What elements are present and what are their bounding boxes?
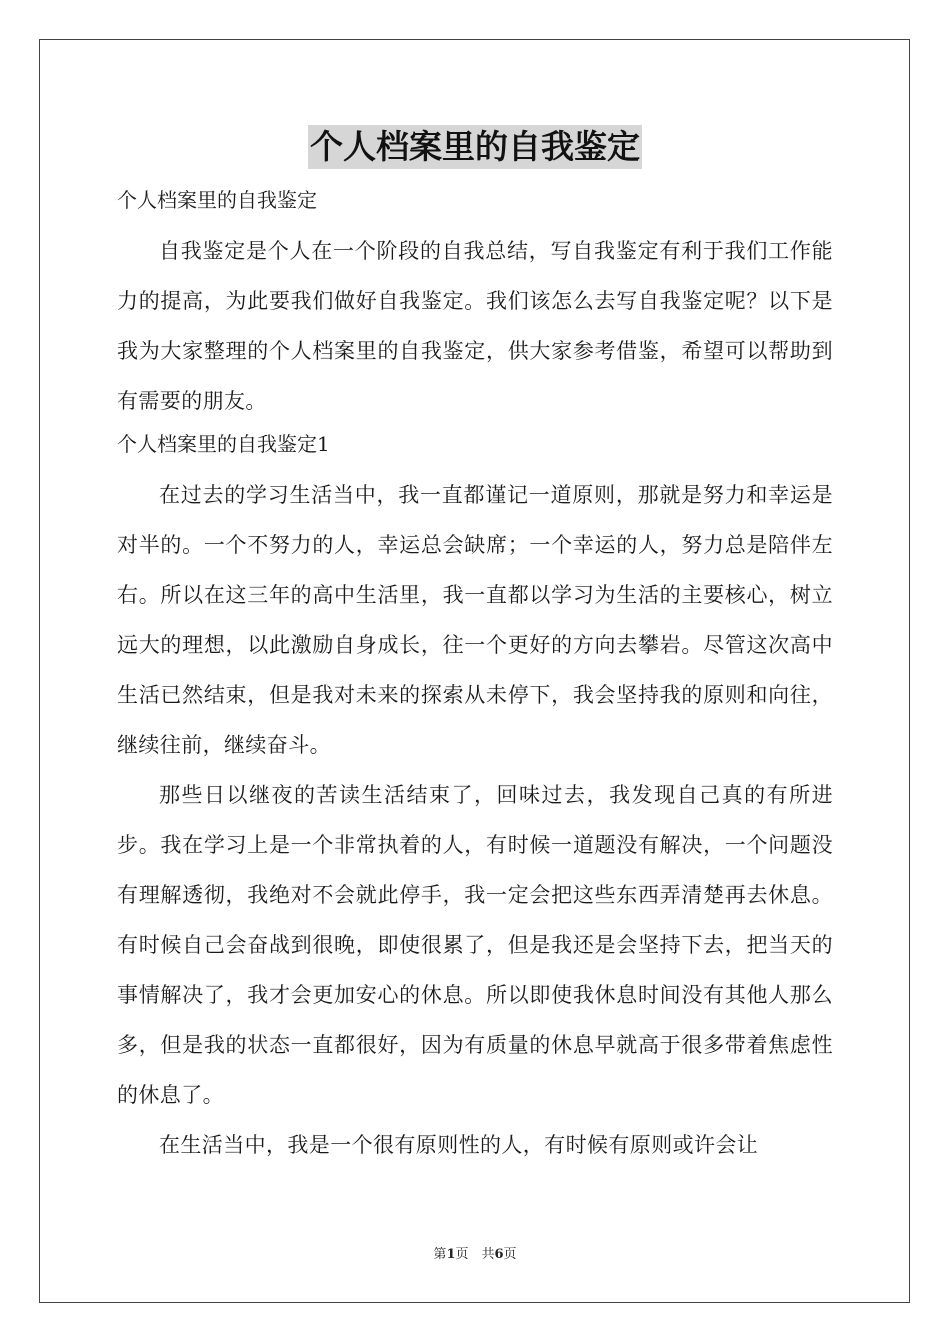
document-body [117,180,833,1170]
body-paragraph-2: 那些日以继夜的苦读生活结束了，回味过去，我发现自己真的有所进步。我在学习上是一个非常执着的人，有时候一道题没有解决，一个问题没有理解透彻，我绝对不会就此停手，我一定会把这些东西弄清楚再去休息。有时候自己会奋战到很晚，即使很累了，但是我还是会坚持下去，把当天的事情解决了，我才会更加安心的休息。所以即使我休息时间没有其他人那么多，但是我的状态一直都很好，因为有质量的休息早就高于很多带着焦虑性的休息了。 [117,783,833,1107]
total-page-number: 6 [494,1247,504,1262]
title-container [0,125,950,169]
page-suffix: 页 [503,1247,517,1262]
body-paragraph-3: 在生活当中，我是一个很有原则性的人，有时候有原则或许会让 [159,1133,759,1157]
page-prefix: 第 [433,1247,447,1262]
intro-paragraph: 自我鉴定是个人在一个阶段的自我总结，写自我鉴定有利于我们工作能力的提高，为此要我们做好自我鉴定。我们该怎么去写自我鉴定呢？以下是我为大家整理的个人档案里的自我鉴定，供大家参考借鉴，希望可以帮助到有需要的朋友。 [117,239,833,413]
page-footer [0,1246,950,1264]
body-paragraph-1: 在过去的学习生活当中，我一直都谨记一道原则，那就是努力和幸运是对半的。一个不努力的人，幸运总会缺席；一个幸运的人，努力总是陪伴左右。所以在这三年的高中生活里，我一直都以学习为生活的主要核心，树立远大的理想，以此激励自身成长，往一个更好的方向去攀岩。尽管这次高中生活已然结束，但是我对未来的探索从未停下，我会坚持我的原则和向往，继续往前，继续奋斗。 [117,483,833,757]
page-middle-text: 页 共 [455,1247,495,1262]
current-page-number: 1 [446,1247,456,1262]
section-heading-1: 个人档案里的自我鉴定1 [117,432,330,456]
document-subtitle: 个人档案里的自我鉴定 [117,188,317,212]
document-title: 个人档案里的自我鉴定 [308,125,642,169]
